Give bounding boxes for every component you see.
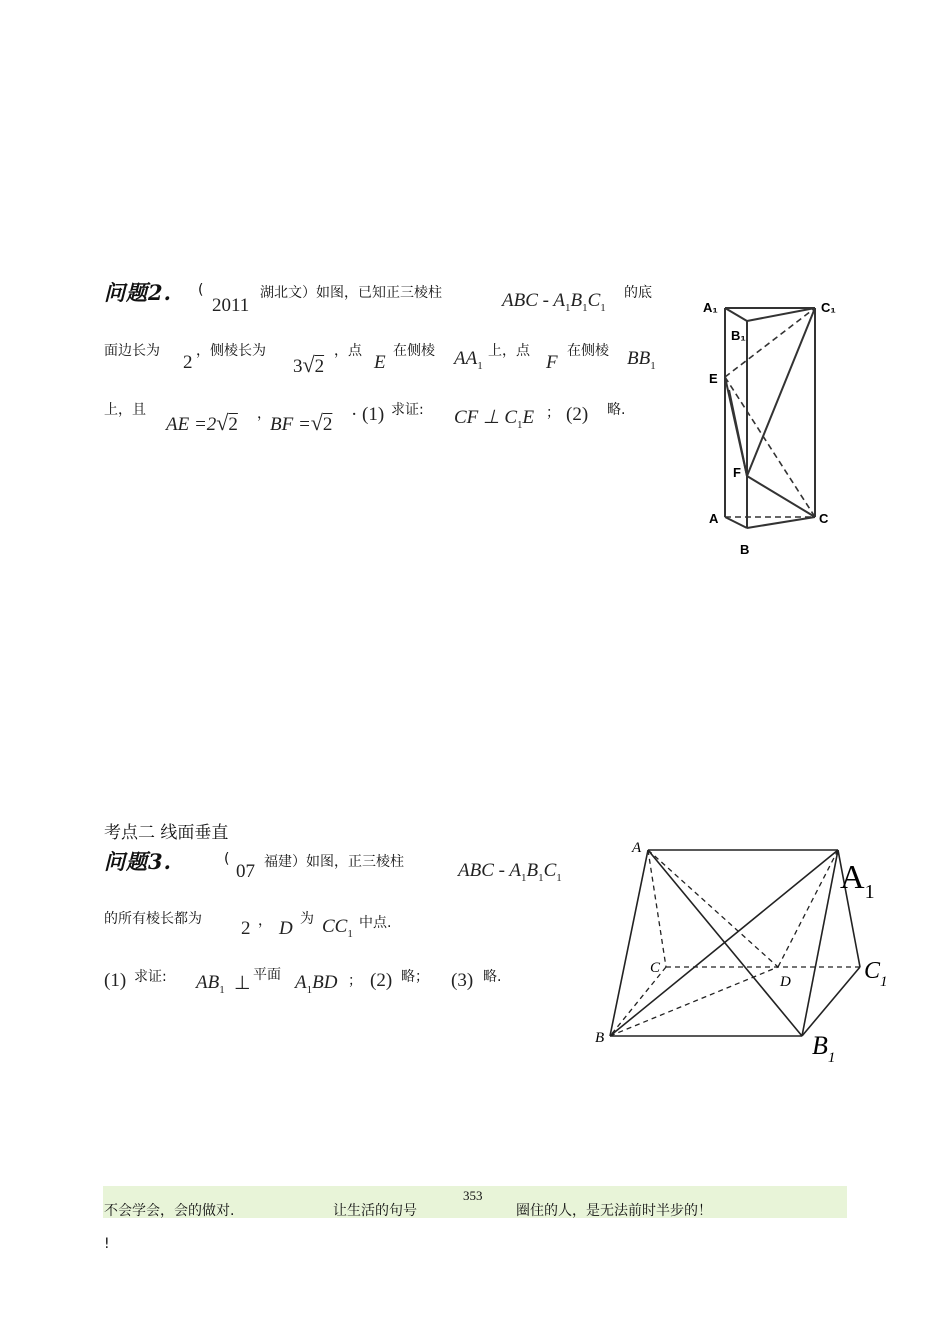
- label-E: E: [709, 371, 718, 386]
- problem3-AB1: $AB_1$: [196, 972, 225, 996]
- problem2-paren: (: [198, 282, 204, 298]
- problem3-part3: (3): [451, 970, 474, 991]
- problem3-semi1: ；: [348, 973, 362, 989]
- problem3-year: 07: [236, 861, 255, 882]
- label-C1: C₁: [821, 300, 836, 315]
- problem3-prove: 求证:: [134, 969, 167, 985]
- problem2-prove: 求证:: [391, 402, 424, 418]
- problem3-perp: ⊥: [234, 973, 251, 994]
- problem2-line2b: ，侧棱长为: [196, 343, 266, 359]
- problem2-omit: 略.: [607, 402, 626, 418]
- problem3-prism: ABC - $A_1B_1C_1$: [458, 860, 562, 884]
- problem3-plane: 平面: [253, 967, 281, 983]
- problem3-edge-length: 2: [241, 918, 251, 939]
- problem2-lateral-length: 3√2: [293, 352, 325, 377]
- label-C1: $C_1$: [864, 958, 888, 990]
- problem3-line2b: ，: [258, 913, 272, 929]
- footer-overflow: !: [104, 1236, 110, 1252]
- footer-middle: 让生活的句号: [333, 1203, 417, 1219]
- label-C: C: [819, 511, 829, 526]
- problem3-title: 问题3.: [104, 849, 172, 874]
- problem2-comma: ，: [257, 406, 271, 422]
- label-B1: $B_1$: [812, 1031, 836, 1066]
- problem3-omit2: 略；: [401, 969, 429, 985]
- problem2-edge-AA1: $AA_1$: [454, 348, 483, 372]
- label-A1: $A_1$: [840, 859, 875, 903]
- problem2-edge-BB1: $BB_1$: [627, 348, 656, 372]
- label-A: A: [632, 840, 642, 856]
- problem3-line2d: 中点.: [359, 915, 392, 931]
- problem2-semi: ；: [546, 405, 560, 421]
- problem2-part1: (1): [362, 404, 385, 425]
- figure-prism-2: [590, 830, 900, 1070]
- label-B: B: [595, 1030, 605, 1046]
- problem2-line2a: 面边长为: [104, 343, 160, 359]
- problem2-line2f: 在侧棱: [567, 343, 609, 359]
- label-C: C: [650, 960, 661, 976]
- section-title: 考点二 线面垂直: [104, 823, 229, 843]
- problem3-omit3: 略.: [483, 969, 502, 985]
- label-B: B: [740, 542, 750, 557]
- problem2-dot: ·: [351, 404, 358, 425]
- label-B1: B₁: [731, 328, 746, 343]
- problem3-line2a: 的所有棱长都为: [104, 911, 202, 927]
- problem3-edge-CC1: $CC_1$: [322, 916, 353, 940]
- problem2-line2e: 上，点: [488, 343, 530, 359]
- problem3-part2: (2): [370, 970, 393, 991]
- problem2-line2d: 在侧棱: [393, 343, 435, 359]
- problem2-BF-eq: BF =√2: [270, 410, 333, 435]
- problem3-paren: (: [224, 851, 230, 867]
- problem3-line2c: 为: [300, 911, 314, 927]
- problem2-line3a: 上，且: [104, 402, 146, 418]
- problem2-point-F: F: [546, 352, 558, 373]
- label-A: A: [709, 511, 719, 526]
- problem2-year: 2011: [212, 295, 250, 316]
- problem2-claim: CF ⊥ $C_1E$: [454, 407, 535, 431]
- problem2-point-E: E: [374, 352, 386, 373]
- problem2-AE-eq: AE =2√2: [166, 410, 238, 435]
- problem2-tail: 的底: [624, 285, 652, 301]
- page-number: 353: [463, 1188, 483, 1203]
- footer-right: 圈住的人，是无法前时半步的！: [516, 1203, 712, 1219]
- problem3-point-D: D: [279, 918, 293, 939]
- problem2-line2c: ，点: [334, 343, 362, 359]
- problem2-side-length: 2: [183, 352, 193, 373]
- label-D: D: [780, 974, 791, 990]
- figure-prism-1: [695, 290, 855, 570]
- problem2-source: 湖北文）如图，已知正三棱柱: [260, 285, 442, 301]
- problem2-prism: ABC - $A_1B_1C_1$: [502, 290, 606, 314]
- problem2-part2: (2): [566, 404, 589, 425]
- label-F: F: [733, 465, 741, 480]
- label-A1: A₁: [703, 300, 718, 315]
- problem3-A1BD: $A_1BD$: [295, 972, 338, 996]
- footer-left: 不会学会，会的做对.: [104, 1203, 235, 1219]
- problem3-source: 福建）如图，正三棱柱: [264, 854, 404, 870]
- problem2-title: 问题2.: [104, 280, 172, 305]
- problem3-part1: (1): [104, 970, 127, 991]
